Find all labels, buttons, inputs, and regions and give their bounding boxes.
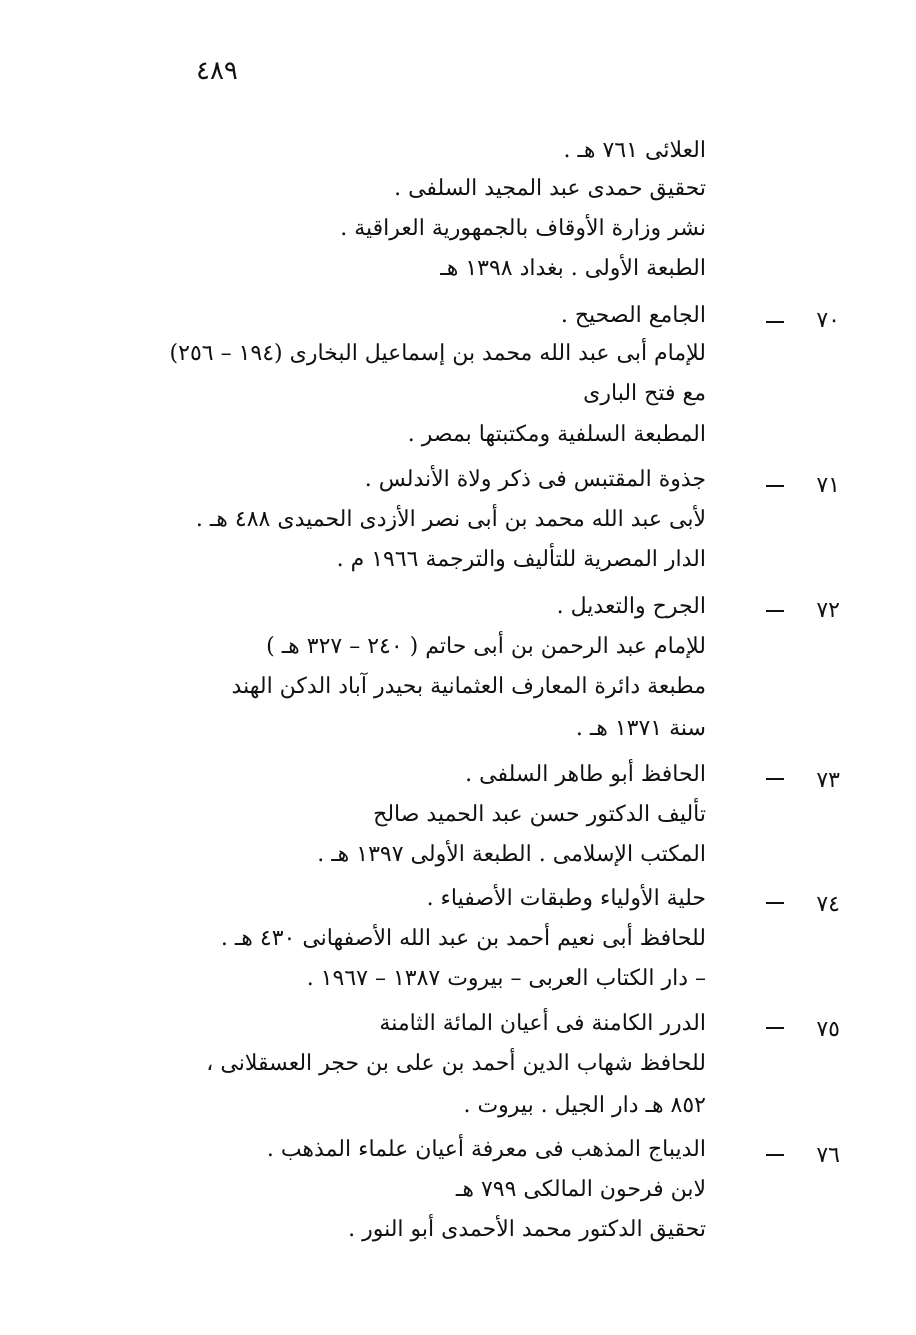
entry-number: ٧٤ [816, 892, 840, 917]
continuation-line: العلائى ٧٦١ هـ . [563, 138, 706, 163]
entry-number: ٧٠ [816, 308, 840, 333]
entry-number: ٧٦ [816, 1143, 840, 1168]
entry-title: الديباج المذهب فى معرفة أعيان علماء المذهب . [266, 1137, 706, 1162]
continuation-line: الطبعة الأولى . بغداد ١٣٩٨ هـ [440, 256, 706, 281]
entry-line: ٨٥٢ هـ دار الجيل . بيروت . [463, 1093, 706, 1118]
entry-line: للإمام أبى عبد الله محمد بن إسماعيل البخارى (١٩٤ – ٢٥٦) [169, 341, 706, 366]
entry-dash [766, 778, 784, 780]
entry-line: المكتب الإسلامى . الطبعة الأولى ١٣٩٧ هـ . [317, 842, 706, 867]
entry-line: تأليف الدكتور حسن عبد الحميد صالح [373, 802, 706, 827]
entry-line: – دار الكتاب العربى – بيروت ١٣٨٧ – ١٩٦٧ . [306, 966, 706, 991]
entry-line: سنة ١٣٧١ هـ . [575, 716, 706, 741]
entry-line: للحافظ شهاب الدين أحمد بن على بن حجر العسقلانى ، [206, 1051, 706, 1076]
entry-dash [766, 485, 784, 487]
entry-title: الدرر الكامنة فى أعيان المائة الثامنة [379, 1011, 706, 1036]
entry-number: ٧٣ [816, 768, 840, 793]
entry-line: للحافظ أبى نعيم أحمد بن عبد الله الأصفهانى ٤٣٠ هـ . [220, 926, 706, 951]
entry-line: تحقيق الدكتور محمد الأحمدى أبو النور . [348, 1217, 706, 1242]
entry-dash [766, 610, 784, 612]
entry-title: الحافظ أبو طاهر السلفى . [465, 762, 706, 787]
entry-dash [766, 321, 784, 323]
continuation-line: نشر وزارة الأوقاف بالجمهورية العراقية . [340, 216, 706, 241]
entry-title: الجامع الصحيح . [560, 303, 706, 328]
entry-title: حلية الأولياء وطبقات الأصفياء . [426, 886, 706, 911]
entry-title: الجرح والتعديل . [556, 594, 706, 619]
entry-dash [766, 1154, 784, 1156]
entry-dash [766, 902, 784, 904]
entry-line: مع فتح البارى [583, 381, 706, 406]
entry-number: ٧٢ [816, 598, 840, 623]
entry-number: ٧١ [816, 473, 840, 498]
entry-title: جذوة المقتبس فى ذكر ولاة الأندلس . [364, 467, 706, 492]
continuation-line: تحقيق حمدى عبد المجيد السلفى . [394, 176, 706, 201]
entry-dash [766, 1027, 784, 1029]
entry-line: لابن فرحون المالكى ٧٩٩ هـ [455, 1177, 706, 1202]
entry-line: لأبى عبد الله محمد بن أبى نصر الأزدى الحميدى ٤٨٨ هـ . [195, 507, 706, 532]
entry-line: مطبعة دائرة المعارف العثمانية بحيدر آباد الدكن الهند [231, 674, 706, 699]
entry-line: الدار المصرية للتأليف والترجمة ١٩٦٦ م . [336, 547, 706, 572]
entry-number: ٧٥ [816, 1017, 840, 1042]
entry-line: المطبعة السلفية ومكتبتها بمصر . [407, 422, 706, 447]
entry-line: للإمام عبد الرحمن بن أبى حاتم ( ٢٤٠ – ٣٢٧ هـ ) [266, 634, 706, 659]
page-number: ٤٨٩ [196, 56, 238, 86]
